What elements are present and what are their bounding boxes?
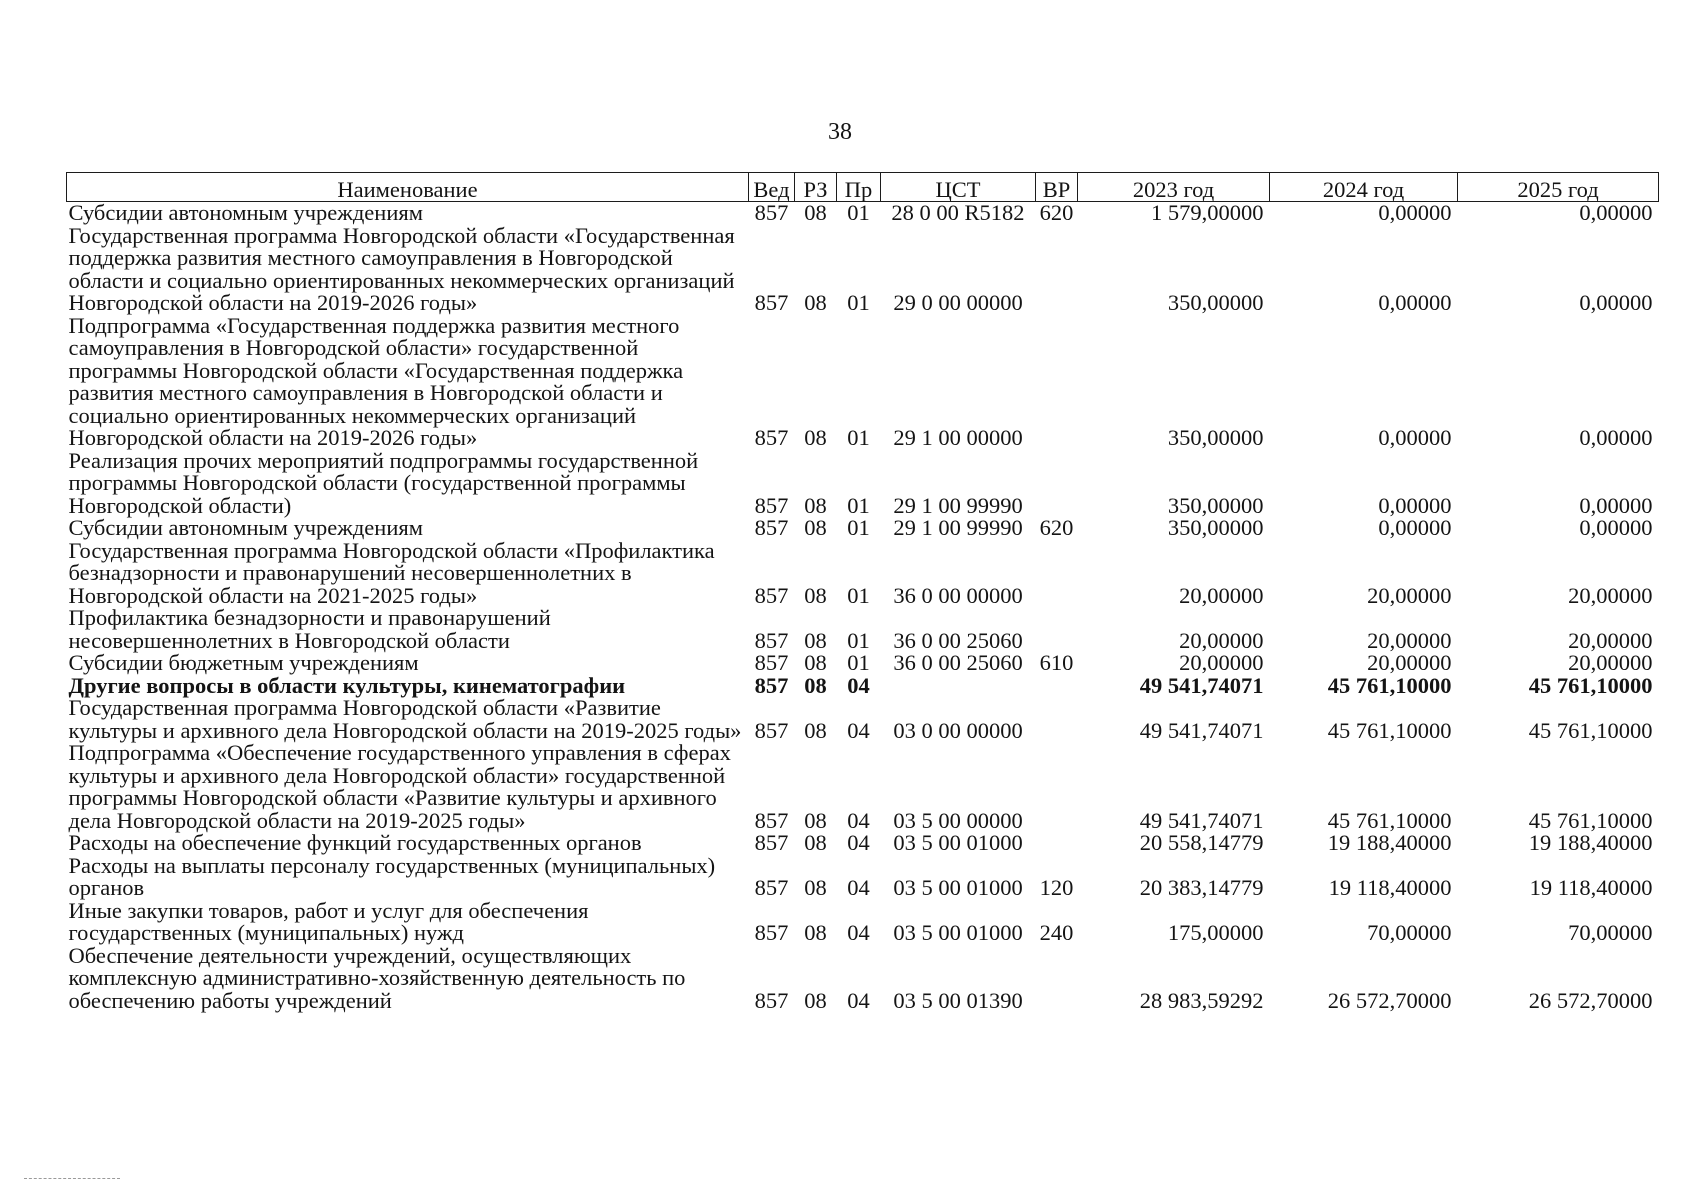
row-pr: 01 (847, 200, 870, 225)
row-cst (881, 675, 1036, 698)
row-value-2025: 0,00000 (1579, 425, 1653, 450)
row-rz: 08 (804, 515, 827, 540)
table-row (67, 652, 1659, 675)
row-cst: 36 0 00 25060 (893, 650, 1023, 675)
row-name: Субсидии автономным учреждениям (68, 515, 423, 540)
row-pr: 04 (847, 987, 870, 1013)
row-vr (1036, 675, 1078, 698)
row-name: Иные закупки товаров, работ и услуг для обеспечения государственных (муниципальных) нужд (68, 897, 589, 945)
row-rz: 08 (804, 875, 827, 900)
row-value-2025: 0,00000 (1579, 200, 1653, 225)
table-row (67, 450, 1659, 518)
table-row (67, 540, 1659, 608)
row-value-2024: 19 188,40000 (1327, 830, 1452, 855)
row-name: Реализация прочих мероприятий подпрограммы государственной программы Новгородской области (государственной программы Новгородской области) (68, 447, 699, 518)
row-value-2024: 45 761,10000 (1327, 717, 1452, 743)
row-name: Расходы на обеспечение функций государственных органов (68, 830, 642, 855)
row-rz: 08 (804, 830, 827, 855)
row-value-2025: 45 761,10000 (1528, 717, 1653, 743)
row-value-2024: 20,00000 (1367, 650, 1452, 675)
scan-artifact-line (24, 1178, 120, 1180)
table-row (67, 315, 1659, 450)
row-ved: 857 (754, 425, 789, 450)
table-row (67, 742, 1659, 832)
row-ved: 857 (754, 200, 789, 225)
row-value-2024: 70,00000 (1367, 920, 1452, 945)
row-value-2023: 1 579,00000 (1151, 200, 1264, 225)
row-vr: 120 (1039, 875, 1074, 900)
table-row (67, 832, 1659, 855)
header-2023: 2023 год (1078, 173, 1270, 202)
row-pr: 04 (847, 830, 870, 855)
row-pr: 04 (847, 717, 870, 743)
row-value-2024: 20,00000 (1367, 582, 1452, 608)
row-value-2025: 20,00000 (1568, 650, 1653, 675)
row-value-2023: 20,00000 (1179, 582, 1264, 608)
row-value-2023: 20 383,14779 (1139, 875, 1264, 900)
row-value-2023: 350,00000 (1167, 425, 1264, 450)
row-cst: 29 1 00 99990 (893, 515, 1023, 540)
row-pr: 01 (847, 290, 870, 315)
header-rz: РЗ (795, 173, 837, 202)
row-ved: 857 (754, 290, 789, 315)
row-pr: 04 (847, 875, 870, 900)
row-pr: 01 (847, 627, 870, 653)
row-value-2025: 19 188,40000 (1528, 830, 1653, 855)
row-value-2024: 0,00000 (1378, 425, 1452, 450)
table-row (67, 202, 1659, 225)
row-name: Подпрограмма «Обеспечение государственного управления в сферах культуры и архивного дела Новгородской области» государственной программы Новгородской области «Развитие культуры и архивного дела Новгородской области на 2019-2025 годы» (68, 740, 731, 833)
row-value-2023: 20,00000 (1179, 650, 1264, 675)
row-pr: 01 (847, 492, 870, 518)
row-rz: 08 (804, 492, 827, 518)
row-value-2023: 350,00000 (1167, 290, 1264, 315)
row-value-2023: 350,00000 (1167, 515, 1264, 540)
row-ved: 857 (754, 650, 789, 675)
row-value-2025: 0,00000 (1579, 290, 1653, 315)
row-value-2023: 175,00000 (1167, 920, 1264, 945)
row-name: Государственная программа Новгородской области «Государственная поддержка развития местного самоуправления в Новгородской области и социально ориентированных некоммерческих организаций Новгородской области на 2019-2026 годы» (68, 222, 735, 315)
table-row (67, 900, 1659, 945)
table-row (67, 855, 1659, 900)
row-ved: 857 (754, 717, 789, 743)
row-name: Обеспечение деятельности учреждений, осуществляющих комплексную административно-хозяйственную деятельность по обеспечению работы учреждений (68, 942, 686, 1013)
row-pr: 01 (847, 582, 870, 608)
row-name: Субсидии автономным учреждениям (68, 200, 423, 225)
row-ved: 857 (754, 830, 789, 855)
table-row (67, 675, 1659, 698)
row-vr (1036, 450, 1078, 518)
row-cst: 03 5 00 01390 (893, 987, 1023, 1013)
row-value-2024: 20,00000 (1367, 627, 1452, 653)
row-vr: 240 (1039, 920, 1074, 945)
header-2024: 2024 год (1270, 173, 1458, 202)
row-ved: 857 (754, 515, 789, 540)
row-vr: 620 (1039, 515, 1074, 540)
row-pr: 04 (847, 672, 870, 698)
row-vr: 620 (1039, 200, 1074, 225)
row-vr (1036, 540, 1078, 608)
row-value-2024: 26 572,70000 (1327, 987, 1452, 1013)
table-row (67, 945, 1659, 1013)
row-rz: 08 (804, 200, 827, 225)
header-cst: ЦСТ (881, 173, 1036, 202)
row-cst: 36 0 00 25060 (893, 627, 1023, 653)
row-rz: 08 (804, 672, 827, 698)
row-vr (1036, 315, 1078, 450)
row-cst: 28 0 00 R5182 (891, 200, 1025, 225)
row-cst: 03 5 00 01000 (893, 830, 1023, 855)
row-value-2023: 49 541,74071 (1139, 672, 1264, 698)
row-value-2024: 0,00000 (1378, 290, 1452, 315)
table-header-row (67, 173, 1659, 202)
row-value-2025: 20,00000 (1568, 627, 1653, 653)
row-cst: 03 0 00 00000 (893, 717, 1023, 743)
row-name: Другие вопросы в области культуры, кинематографии (68, 672, 626, 698)
header-ved: Вед (749, 173, 795, 202)
row-ved: 857 (754, 627, 789, 653)
row-rz: 08 (804, 650, 827, 675)
row-value-2025: 0,00000 (1579, 515, 1653, 540)
row-rz: 08 (804, 987, 827, 1013)
header-name: Наименование (67, 173, 749, 202)
row-name: Профилактика безнадзорности и правонарушений несовершеннолетних в Новгородской области (68, 605, 551, 653)
row-rz: 08 (804, 807, 827, 833)
table-row (67, 697, 1659, 742)
row-value-2024: 19 118,40000 (1328, 875, 1452, 900)
row-pr: 01 (847, 650, 870, 675)
row-vr (1036, 832, 1078, 855)
row-value-2024: 45 761,10000 (1327, 672, 1452, 698)
row-cst: 29 1 00 99990 (893, 492, 1023, 518)
row-vr (1036, 697, 1078, 742)
row-cst: 03 5 00 01000 (893, 920, 1023, 945)
row-ved: 857 (754, 492, 789, 518)
row-cst: 03 5 00 01000 (893, 875, 1023, 900)
row-rz: 08 (804, 920, 827, 945)
row-value-2024: 0,00000 (1378, 200, 1452, 225)
row-value-2025: 19 118,40000 (1529, 875, 1653, 900)
row-pr: 04 (847, 807, 870, 833)
table-row (67, 225, 1659, 315)
row-cst: 29 0 00 00000 (893, 290, 1023, 315)
row-rz: 08 (804, 425, 827, 450)
row-value-2025: 0,00000 (1579, 492, 1653, 518)
budget-table (66, 172, 1659, 1012)
row-value-2025: 26 572,70000 (1528, 987, 1653, 1013)
row-value-2025: 45 761,10000 (1528, 672, 1653, 698)
row-cst: 36 0 00 00000 (893, 582, 1023, 608)
row-rz: 08 (804, 290, 827, 315)
table-row (67, 517, 1659, 540)
row-value-2023: 350,00000 (1167, 492, 1264, 518)
row-cst: 29 1 00 00000 (893, 425, 1023, 450)
row-name: Государственная программа Новгородской области «Развитие культуры и архивного дела Новгородской области на 2019-2025 годы» (68, 695, 742, 743)
row-value-2023: 28 983,59292 (1139, 987, 1264, 1013)
row-name: Расходы на выплаты персоналу государственных (муниципальных) органов (68, 852, 716, 900)
row-rz: 08 (804, 627, 827, 653)
page-number: 38 (828, 119, 852, 145)
row-value-2025: 45 761,10000 (1528, 807, 1653, 833)
row-ved: 857 (754, 987, 789, 1013)
row-value-2023: 20,00000 (1179, 627, 1264, 653)
row-value-2023: 49 541,74071 (1139, 717, 1264, 743)
row-value-2024: 45 761,10000 (1327, 807, 1452, 833)
row-rz: 08 (804, 717, 827, 743)
table-body (67, 202, 1659, 1013)
row-ved: 857 (754, 875, 789, 900)
row-value-2023: 49 541,74071 (1139, 807, 1264, 833)
row-value-2024: 0,00000 (1378, 492, 1452, 518)
row-vr (1036, 945, 1078, 1013)
row-cst: 03 5 00 00000 (893, 807, 1023, 833)
row-ved: 857 (754, 672, 789, 698)
row-ved: 857 (754, 582, 789, 608)
row-name: Подпрограмма «Государственная поддержка развития местного самоуправления в Новгородской области» государственной программы Новгородской области «Государственная поддержка развития местного самоуправления в Новгородской области и социально ориентированных некоммерческих организаций Новгородской области на 2019-2026 годы» (68, 312, 684, 450)
row-value-2023: 20 558,14779 (1139, 830, 1264, 855)
row-value-2025: 70,00000 (1568, 920, 1653, 945)
table-row (67, 607, 1659, 652)
header-vr: ВР (1036, 173, 1078, 202)
header-2025: 2025 год (1458, 173, 1659, 202)
row-pr: 01 (847, 515, 870, 540)
row-ved: 857 (754, 920, 789, 945)
header-pr: Пр (837, 173, 881, 202)
row-name: Государственная программа Новгородской области «Профилактика безнадзорности и правонарушений несовершеннолетних в Новгородской области на 2021-2025 годы» (68, 537, 715, 608)
row-pr: 04 (847, 920, 870, 945)
row-vr (1036, 607, 1078, 652)
row-vr: 610 (1039, 650, 1074, 675)
row-rz: 08 (804, 582, 827, 608)
row-value-2025: 20,00000 (1568, 582, 1653, 608)
row-ved: 857 (754, 807, 789, 833)
row-vr (1036, 225, 1078, 315)
row-value-2024: 0,00000 (1378, 515, 1452, 540)
row-vr (1036, 742, 1078, 832)
row-pr: 01 (847, 425, 870, 450)
row-name: Субсидии бюджетным учреждениям (68, 650, 419, 675)
